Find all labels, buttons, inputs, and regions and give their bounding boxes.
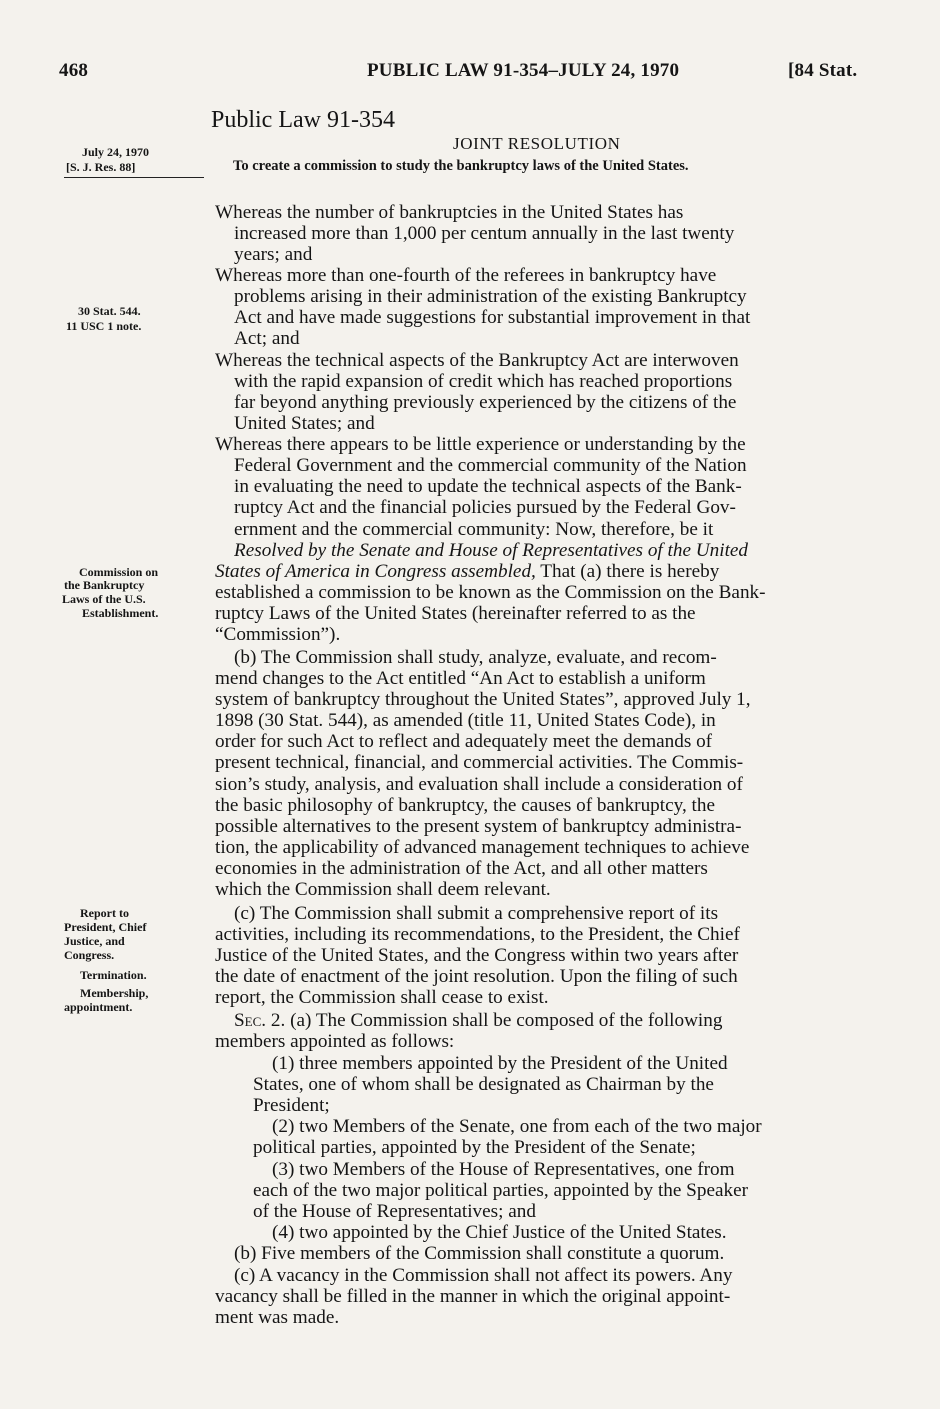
text-line: system of bankruptcy throughout the United States”, approved July 1, bbox=[215, 689, 751, 710]
resolution-heading: JOINT RESOLUTION bbox=[453, 134, 621, 153]
text-line-section-2 bbox=[234, 1010, 865, 1031]
margin-report-line: President, Chief bbox=[64, 920, 147, 934]
text-line: increased more than 1,000 per centum annually in the last twenty bbox=[234, 223, 735, 244]
margin-report-line: Report to bbox=[80, 906, 129, 920]
text-line: economies in the administration of the Act, and all other matters bbox=[215, 858, 708, 879]
text-line: (4) two appointed by the Chief Justice of the United States. bbox=[272, 1222, 727, 1243]
text-line-enacting bbox=[215, 561, 865, 582]
text-line: (3) two Members of the House of Representatives, one from bbox=[272, 1159, 735, 1180]
text-line: which the Commission shall deem relevant. bbox=[215, 879, 551, 900]
text-line: members appointed as follows: bbox=[215, 1031, 455, 1052]
text-line: President; bbox=[253, 1095, 330, 1116]
enacting-continuation: That (a) there is hereby bbox=[535, 561, 720, 582]
margin-termination: Termination. bbox=[80, 968, 147, 982]
text-line: established a commission to be known as the Commission on the Bank- bbox=[215, 582, 766, 603]
text-line: years; and bbox=[234, 244, 313, 265]
margin-membership: Membership, bbox=[80, 986, 149, 1000]
margin-commission-line: Laws of the U.S. bbox=[62, 592, 146, 606]
text-line: each of the two major political parties, appointed by the Speaker bbox=[253, 1180, 748, 1201]
running-title: PUBLIC LAW 91-354–JULY 24, 1970 bbox=[367, 60, 680, 81]
text-line: mend changes to the Act entitled “An Act to establish a uniform bbox=[215, 668, 706, 689]
text-line: Act; and bbox=[234, 328, 300, 349]
text-line: problems arising in their administration of the existing Bankruptcy bbox=[234, 286, 747, 307]
text-line: (1) three members appointed by the President of the United bbox=[272, 1053, 728, 1074]
text-line: (c) The Commission shall submit a comprehensive report of its bbox=[234, 903, 719, 924]
margin-stat-cite: 30 Stat. 544. bbox=[78, 304, 141, 318]
text-line: (b) Five members of the Commission shall constitute a quorum. bbox=[234, 1243, 725, 1264]
text-line: Justice of the United States, and the Congress within two years after bbox=[215, 945, 739, 966]
text-line: far beyond anything previously experienced by the citizens of the bbox=[234, 392, 737, 413]
margin-report-line: Justice, and bbox=[64, 934, 125, 948]
section-label: Sec. bbox=[234, 1010, 267, 1031]
text-line: report, the Commission shall cease to exist. bbox=[215, 987, 549, 1008]
text-line: ruptcy Laws of the United States (hereinafter referred to as the bbox=[215, 603, 696, 624]
text-line: sion’s study, analysis, and evaluation shall include a consideration of bbox=[215, 774, 743, 795]
text-line: (2) two Members of the Senate, one from each of the two major bbox=[272, 1116, 762, 1137]
text-line: Act and have made suggestions for substantial improvement in that bbox=[234, 307, 751, 328]
margin-commission-line: Establishment. bbox=[82, 606, 159, 620]
text-line: of the House of Representatives; and bbox=[253, 1201, 536, 1222]
text-line: “Commission”). bbox=[215, 624, 341, 645]
purpose-statement: To create a commission to study the bankruptcy laws of the United States. bbox=[233, 158, 689, 174]
text-line: ruptcy Act and the financial policies pursued by the Federal Gov- bbox=[234, 497, 736, 518]
text-line: Whereas more than one-fourth of the referees in bankruptcy have bbox=[215, 265, 717, 286]
text-line: tion, the applicability of advanced management techniques to achieve bbox=[215, 837, 750, 858]
margin-date: July 24, 1970 bbox=[82, 145, 150, 159]
text-line: 1898 (30 Stat. 544), as amended (title 11, United States Code), in bbox=[215, 710, 716, 731]
text-line: with the rapid expansion of credit which has reached proportions bbox=[234, 371, 733, 392]
margin-report-line: Congress. bbox=[64, 948, 115, 962]
text-line: the date of enactment of the joint resolution. Upon the filing of such bbox=[215, 966, 738, 987]
text-line: Whereas the number of bankruptcies in the United States has bbox=[215, 202, 684, 223]
text-line: (c) A vacancy in the Commission shall not affect its powers. Any bbox=[234, 1265, 733, 1286]
statute-reference: [84 Stat. bbox=[788, 60, 858, 81]
text-line: order for such Act to reflect and adequately meet the demands of bbox=[215, 731, 713, 752]
text-line: (b) The Commission shall study, analyze, evaluate, and recom- bbox=[234, 647, 717, 668]
margin-bill-number: [S. J. Res. 88] bbox=[66, 160, 136, 174]
text-line: possible alternatives to the present system of bankruptcy administra- bbox=[215, 816, 742, 837]
enacting-clause: States of America in Congress assembled, bbox=[215, 561, 536, 582]
text-line: the basic philosophy of bankruptcy, the causes of bankruptcy, the bbox=[215, 795, 715, 816]
text-line: vacancy shall be filled in the manner in which the original appoint- bbox=[215, 1286, 731, 1307]
text-line-resolved: Resolved by the Senate and House of Representatives of the United bbox=[234, 540, 749, 561]
text-line: present technical, financial, and commercial activities. The Commis- bbox=[215, 752, 744, 773]
margin-membership: appointment. bbox=[64, 1000, 133, 1014]
text-line: United States; and bbox=[234, 413, 375, 434]
text-line: ment was made. bbox=[215, 1307, 340, 1328]
margin-commission-line: the Bankruptcy bbox=[64, 578, 145, 592]
text-line: Whereas there appears to be little experience or understanding by the bbox=[215, 434, 746, 455]
law-title: Public Law 91-354 bbox=[211, 107, 395, 133]
margin-commission-line: Commission on bbox=[79, 565, 159, 579]
text-line: in evaluating the need to update the technical aspects of the Bank- bbox=[234, 476, 742, 497]
text-line: Federal Government and the commercial community of the Nation bbox=[234, 455, 747, 476]
text-line: ernment and the commercial community: Now, therefore, be it bbox=[234, 519, 714, 540]
text-line: States, one of whom shall be designated as Chairman by the bbox=[253, 1074, 714, 1095]
text-line: political parties, appointed by the President of the Senate; bbox=[253, 1137, 696, 1158]
text-line: Whereas the technical aspects of the Bankruptcy Act are interwoven bbox=[215, 350, 739, 371]
margin-rule bbox=[64, 177, 204, 178]
text-line: activities, including its recommendations, to the President, the Chief bbox=[215, 924, 740, 945]
page-number: 468 bbox=[59, 60, 89, 81]
margin-usc-cite: 11 USC 1 note. bbox=[66, 319, 142, 333]
section-2-text: 2. (a) The Commission shall be composed of the following bbox=[266, 1010, 723, 1031]
